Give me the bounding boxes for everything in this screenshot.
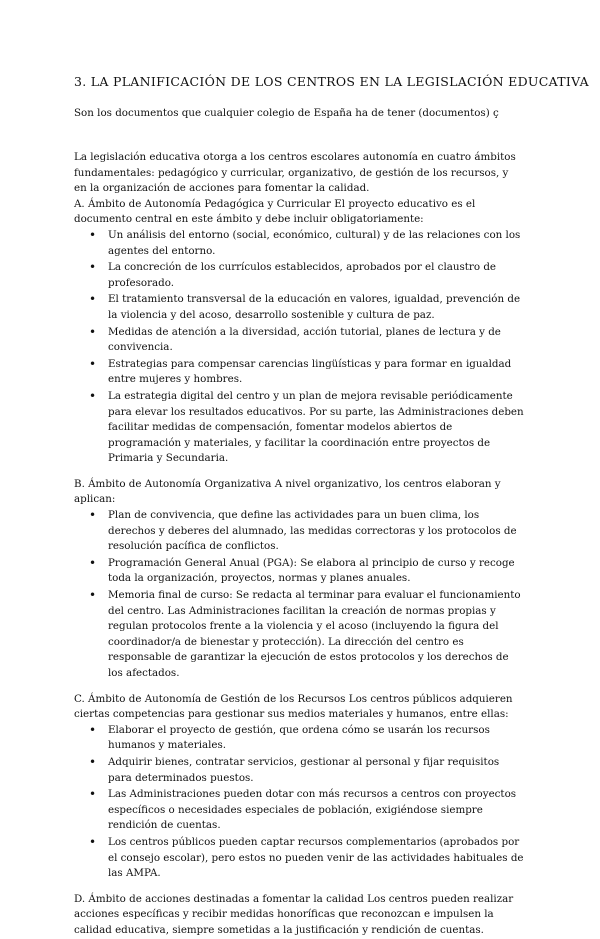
section-c-list	[74, 723, 524, 882]
document-title: 3. LA PLANIFICACIÓN DE LOS CENTROS EN LA LEGISLACIÓN EDUCATIVA	[74, 74, 589, 89]
section-b-item: • Plan de convivencia, que define las actividades para un buen clima, los derechos y deberes del alumnado, las medidas correctoras y los protocolos de resolución pacífica de conflictos.	[108, 508, 524, 555]
document-body	[74, 150, 524, 939]
section-a-heading: A. Ámbito de Autonomía Pedagógica y Curricular El proyecto educativo es el documento central en este ámbito y debe incluir obligatoriamente:	[74, 197, 476, 226]
section-a-item: • Estrategias para compensar carencias lingüísticas y para formar en igualdad entre mujeres y hombres.	[108, 357, 524, 388]
section-a-item: • Un análisis del entorno (social, económico, cultural) y de las relaciones con los agentes del entorno.	[108, 228, 524, 259]
general-paragraph: La legislación educativa otorga a los centros escolares autonomía en cuatro ámbitos fundamentales: pedagógico y curricular, organizativo, de gestión de los recursos, y en la organización de acciones para fomentar la calidad.	[74, 151, 516, 195]
section-d-paragraph: D. Ámbito de acciones destinadas a fomentar la calidad Los centros pueden realizar acciones específicas y recibir medidas honoríficas que reconozcan e impulsen la calidad educativa, siempre sometidas a la justificación y rendición de cuentas.	[74, 892, 514, 936]
section-b-heading: B. Ámbito de Autonomía Organizativa A nivel organizativo, los centros elaboran y aplican:	[74, 477, 501, 506]
intro-paragraph: Son los documentos que cualquier colegio de España ha de tener (documentos) ç	[74, 107, 499, 119]
section-b-item: • Programación General Anual (PGA): Se elabora al principio de curso y recoge toda la organización, proyectos, normas y planes anuales.	[108, 556, 524, 587]
section-c-item: • Los centros públicos pueden captar recursos complementarios (aprobados por el consejo escolar), pero estos no pueden venir de las actividades habituales de las AMPA.	[108, 835, 524, 882]
spacer	[74, 468, 524, 477]
section-a-item: • La concreción de los currículos establecidos, aprobados por el claustro de profesorado.	[108, 260, 524, 291]
section-c-item: • Las Administraciones pueden dotar con más recursos a centros con proyectos específicos o necesidades especiales de población, exigiéndose siempre rendición de cuentas.	[108, 787, 524, 834]
section-a-item: • El tratamiento transversal de la educación en valores, igualdad, prevención de la violencia y del acoso, desarrollo sostenible y cultura de paz.	[108, 292, 524, 323]
spacer	[74, 683, 524, 692]
section-c-heading: C. Ámbito de Autonomía de Gestión de los Recursos Los centros públicos adquieren ciertas competencias para gestionar sus medios materiales y humanos, entre ellas:	[74, 692, 513, 721]
section-b-item: • Memoria final de curso: Se redacta al terminar para evaluar el funcionamiento del centro. Las Administraciones facilitan la creación de normas propias y regulan protocolos frente a la violencia y el acoso (incluyendo la figura del coordinador/a de bienestar y protección). La dirección del centro es responsable de garantizar la ejecución de estos protocolos y los derechos de los afectados.	[108, 588, 524, 682]
section-a-item: • La estrategia digital del centro y un plan de mejora revisable periódicamente para elevar los resultados educativos. Por su parte, las Administraciones deben facilitar medidas de compensación, fomentar modelos abiertos de programación y materiales, y facilitar la coordinación entre proyectos de Primaria y Secundaria.	[108, 389, 524, 467]
section-c-item: • Elaborar el proyecto de gestión, que ordena cómo se usarán los recursos humanos y materiales.	[108, 723, 524, 754]
section-c-item: • Adquirir bienes, contratar servicios, gestionar al personal y fijar requisitos para determinados puestos.	[108, 755, 524, 786]
section-a-item: • Medidas de atención a la diversidad, acción tutorial, planes de lectura y de convivencia.	[108, 325, 524, 356]
section-a-list	[74, 228, 524, 467]
spacer	[74, 883, 524, 892]
section-b-list	[74, 508, 524, 682]
